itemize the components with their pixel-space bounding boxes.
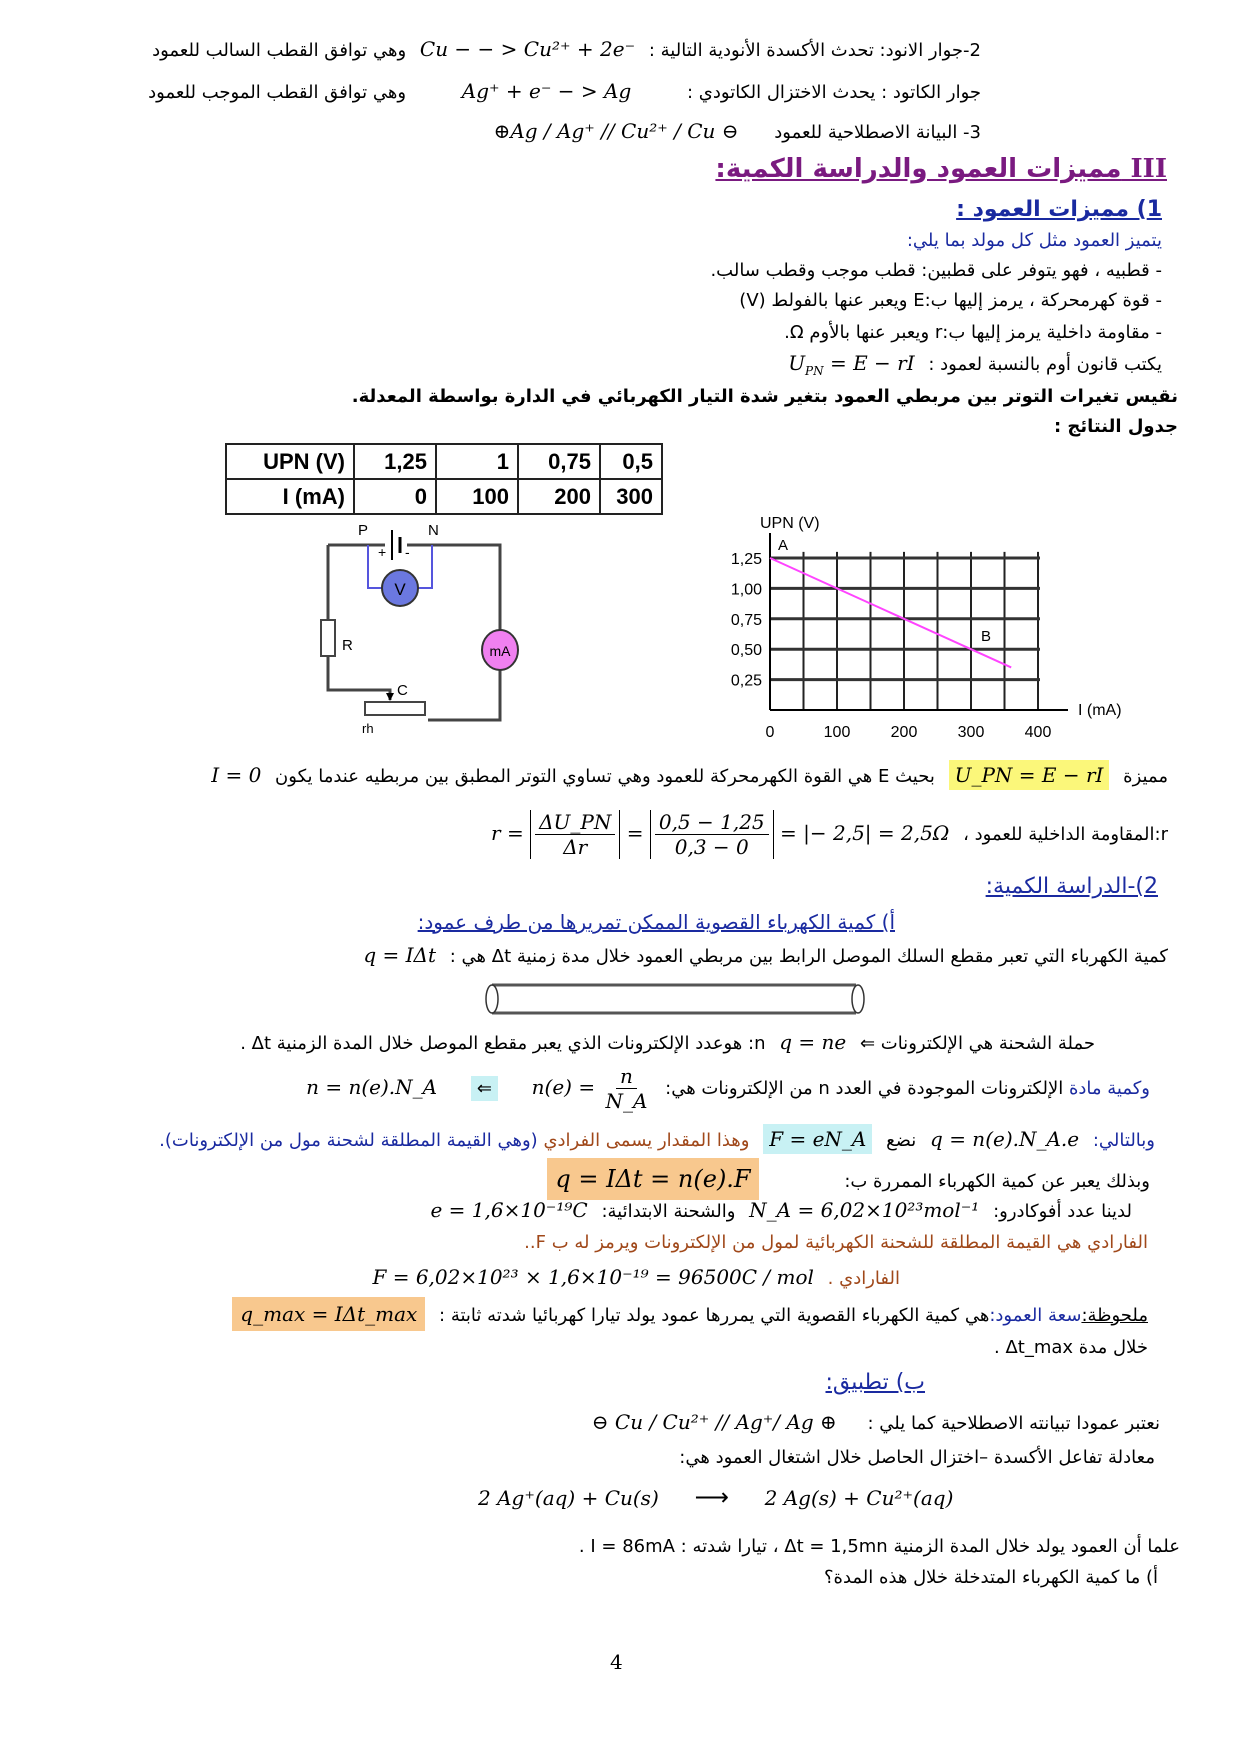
faraday-calc-line (364, 1264, 900, 1292)
avogadro-text: لدينا عدد أفوكادرو: (993, 1201, 1132, 1222)
faraday-calc-label: الفارادي . (827, 1268, 900, 1289)
cell-diagram-line (464, 118, 981, 146)
subsection-2-title: 2)-الدراسة الكمية: (985, 874, 1158, 899)
carriers-line (240, 1029, 1095, 1057)
circuit-diagram (300, 515, 600, 740)
thus-equation: q = n(e).N_A.e (930, 1127, 1080, 1151)
section-title (715, 152, 1167, 186)
x-tick-label: 400 (1024, 724, 1052, 740)
table-cell: 200 (518, 479, 600, 514)
x-tick-label: 200 (890, 724, 918, 740)
note-line (224, 1297, 1148, 1331)
faraday-name: وهذا المقدار يسمى الفرادي (543, 1130, 750, 1151)
r-den: Δr (563, 835, 588, 859)
section-heading: مميزات العمود والدراسة الكمية: (715, 154, 1122, 184)
cathode-note: وهي توافق القطب الموجب للعمود (148, 82, 407, 103)
eq-sub: PN (805, 364, 824, 378)
subsection-1-title: 1) مميزات العمود : (956, 197, 1162, 222)
resistor-icon (321, 620, 335, 656)
ohm-law-text: يكتب قانون أوم بالنسبة لعمود : (928, 354, 1162, 375)
table-cell: 100 (436, 479, 518, 514)
y-tick-label: 1,25 (730, 551, 762, 568)
anode-text: 2-جوار الانود: تحدث الأكسدة الأنودية التالية : (648, 40, 981, 61)
bullet-3: - مقاومة داخلية يرمز إليها ب:r ويعبر عنها بالأوم Ω. (784, 322, 1162, 343)
note-end: خلال مدة Δt_max . (994, 1337, 1148, 1358)
ohm-law-equation (788, 350, 914, 384)
cathode-equation: Ag⁺ + e⁻ − > Ag (461, 79, 632, 103)
faraday-definition: (وهي القيمة المطلقة لشحنة مول من الإلكترونات). (159, 1130, 538, 1151)
charge-text: والشحنة الابتدائية: (601, 1201, 736, 1222)
measure-text: نقيس تغيرات التوتر بين مربطي العمود بتغير شدة التيار الكهربائي في الدارة بواسطة المعدلة. (351, 386, 1178, 407)
r-text: r:المقاومة الداخلية للعمود ، (963, 824, 1168, 845)
reaction-arrow: ⟶ (694, 1483, 729, 1511)
n-equation: n = n(e).N_A (306, 1075, 438, 1099)
point-label-b: B (981, 628, 992, 646)
note-text: هي كمية الكهرباء القصوية التي يمررها عمود يولد تيارا كهربائيا شدته ثابتة : (439, 1305, 990, 1326)
qmax-equation: q_max = IΔt_max (232, 1297, 425, 1331)
bullet-2: - قوة كهرمحركة ، يرمز إليها ب:E ويعبر عنها بالفولط (V) (739, 290, 1162, 311)
implies-arrow: ⇐ (471, 1076, 498, 1101)
expressed-text: وبذلك يعبر عن كمية الكهرباء الممررة ب: (844, 1171, 1150, 1192)
y-tick-label: 0,50 (730, 642, 762, 660)
terminal-p-label: P (358, 522, 369, 539)
amount-prefix: وكمية مادة (1068, 1078, 1150, 1099)
consider-line (584, 1409, 1160, 1437)
anode-line (152, 36, 981, 64)
slider-label: C (397, 682, 408, 699)
amount-text: الإلكترونات الموجودة في العدد n من الإلكترونات هي: (665, 1078, 1064, 1099)
r-formula: r = $\frac{\Delta U\_PN}{\Delta r}$ = $\frac{0,5 - 1,25}{0,3 - 0}$ = |− 2,5| = 2,5Ω (491, 810, 950, 859)
rheostat-label: rh (362, 721, 374, 736)
characteristic-line (203, 760, 1168, 790)
y-tick-label: 1,00 (730, 581, 762, 599)
note-label: ملحوظة: (1081, 1305, 1148, 1326)
y-tick-label: 0,25 (730, 672, 762, 690)
terminal-n-label: N (428, 522, 439, 539)
feature-label: مميزة (1123, 766, 1168, 787)
cell-diagram-equation: ⊕Ag / Ag⁺ // Cu²⁺ / Cu ⊖ (493, 119, 739, 143)
y-axis-label: UPN (V) (760, 515, 820, 532)
avogadro-line (422, 1197, 1132, 1225)
given-text: علما أن العمود يولد خلال المدة الزمنية Δt = 1,5mn ، تيارا شدته : I = 86mA . (578, 1536, 1180, 1557)
table-row (226, 479, 662, 514)
avogadro-equation: N_A = 6,02×10²³mol⁻¹ (749, 1198, 980, 1222)
quantity-line (355, 942, 1168, 970)
carriers-text: حملة الشحنة هي الإلكترونات ⇐ (859, 1033, 1095, 1054)
quantity-text: كمية الكهرباء التي تعبر مقطع السلك الموصل الرابط بين مربطي العمود خلال مدة زمنية Δt هي : (449, 946, 1168, 967)
intro-text: يتميز العمود مثل كل مولد بما يلي: (906, 230, 1162, 251)
open-circuit-condition: I = 0 (211, 763, 262, 787)
x-tick-label: 100 (823, 724, 851, 740)
ammeter-label: mA (489, 643, 511, 659)
x-tick-label: 0 (765, 724, 775, 740)
subsection-a-title: أ) كمية الكهرباء القصوية الممكن تمريرها من طرف عمود: (417, 910, 895, 934)
section-numeral: III (1130, 154, 1167, 184)
point-label-a: A (778, 537, 789, 554)
ne-num: n (616, 1064, 637, 1089)
wire-section-icon (484, 982, 868, 1016)
r-lhs: r = (491, 821, 524, 845)
table-cell: 1,25 (354, 444, 436, 479)
slider-arrow-icon (386, 693, 394, 701)
ne-formula (532, 1060, 652, 1114)
upn-i-graph (715, 512, 1160, 740)
table-cell: 0 (354, 479, 436, 514)
bullet-1: - قطبيه ، فهو يتوفر على قطبين: قطب موجب وقطب سالب. (710, 260, 1162, 281)
thus-line (159, 1124, 1155, 1154)
carriers-note: n: هوعدد الإلكترونات الذي يعبر مقطع الموصل خلال المدة الزمنية Δt . (240, 1033, 766, 1054)
quantity-equation: q = IΔt (363, 943, 437, 967)
page-number: 4 (610, 1650, 623, 1674)
amount-line (298, 1060, 1150, 1116)
carriers-equation: q = ne (779, 1030, 847, 1054)
r-num: ΔU_PN (535, 810, 615, 835)
anode-note: وهي توافق القطب السالب للعمود (152, 40, 407, 61)
internal-resistance-line (483, 805, 1168, 863)
row-header-upn: UPN (V) (226, 444, 354, 479)
r-num: 0,5 − 1,25 (655, 810, 769, 835)
table-row (226, 444, 662, 479)
voltmeter-label: V (394, 580, 406, 599)
capacity-label: سعة العمود: (989, 1305, 1082, 1326)
results-table (225, 443, 663, 515)
cathode-line (148, 78, 981, 106)
q-final-equation: q = IΔt = n(e).F (547, 1158, 758, 1200)
expressed-line (539, 1158, 1150, 1200)
anode-equation: Cu − − > Cu²⁺ + 2e⁻ (419, 37, 636, 61)
faraday-calc: F = 6,02×10²³ × 1,6×10⁻¹⁹ = 96500C / mol (372, 1265, 814, 1289)
faraday-sentence: الفارادي هي القيمة المطلقة للشحنة الكهربائية لمول من الإلكترونات ويرمز له ب F.. (524, 1232, 1148, 1253)
reaction-text: معادلة تفاعل الأكسدة –اختزال الحاصل خلال اشتغال العمود هي: (679, 1447, 1155, 1468)
reaction-lhs: 2 Ag⁺(aq) + Cu(s) (478, 1486, 659, 1510)
reaction-equation (470, 1484, 961, 1513)
row-header-i: I (mA) (226, 479, 354, 514)
ne-lhs: n(e) = (531, 1075, 596, 1099)
faraday-equation: F = eN_A (763, 1124, 872, 1154)
x-tick-label: 300 (957, 724, 985, 740)
table-cell: 300 (600, 479, 662, 514)
eq-part: U (788, 351, 806, 375)
cathode-text: جوار الكاتود : يحدث الاختزال الكاتودي : (687, 82, 981, 103)
consider-text: نعتبر عمودا تبيانته الاصطلاحية كما يلي : (867, 1413, 1160, 1434)
series-line (770, 558, 1011, 667)
characteristic-law: U_PN = E − rI (949, 760, 1110, 790)
resistor-label: R (342, 637, 353, 654)
cell-diagram-text: 3- البيانة الاصطلاحية للعمود (774, 122, 981, 143)
table-cell: 0,5 (600, 444, 662, 479)
plus-label: + (378, 544, 387, 560)
eq-part: = E − rI (823, 351, 915, 375)
application-title: ب) تطبيق: (825, 1370, 925, 1395)
put-label: نضع (886, 1130, 917, 1151)
characteristic-desc: بحيث E هي القوة الكهرمحركة للعمود وهي تساوي التوتر المطبق بين مربطيه عندما يكون (275, 766, 935, 787)
minus-label: - (405, 544, 410, 560)
ohm-law-line (780, 350, 1162, 384)
rheostat-icon (365, 702, 425, 715)
cell-equation: ⊖ Cu / Cu²⁺ // Ag⁺/ Ag ⊕ (591, 1410, 837, 1434)
charge-equation: e = 1,6×10⁻¹⁹C (430, 1198, 588, 1222)
table-cell: 0,75 (518, 444, 600, 479)
x-axis-label: I (mA) (1078, 702, 1122, 719)
r-den: 0,3 − 0 (674, 835, 749, 859)
question-text: أ) ما كمية الكهرباء المتدخلة خلال هذه المدة؟ (823, 1567, 1158, 1588)
r-result: = |− 2,5| = 2,5Ω (780, 821, 950, 845)
thus-label: وبالتالي: (1092, 1130, 1155, 1151)
y-tick-label: 0,75 (730, 611, 762, 629)
reaction-rhs: 2 Ag(s) + Cu²⁺(aq) (764, 1486, 954, 1510)
ne-den: N_A (605, 1089, 648, 1113)
table-cell: 1 (436, 444, 518, 479)
table-title: جدول النتائج : (1053, 416, 1178, 437)
